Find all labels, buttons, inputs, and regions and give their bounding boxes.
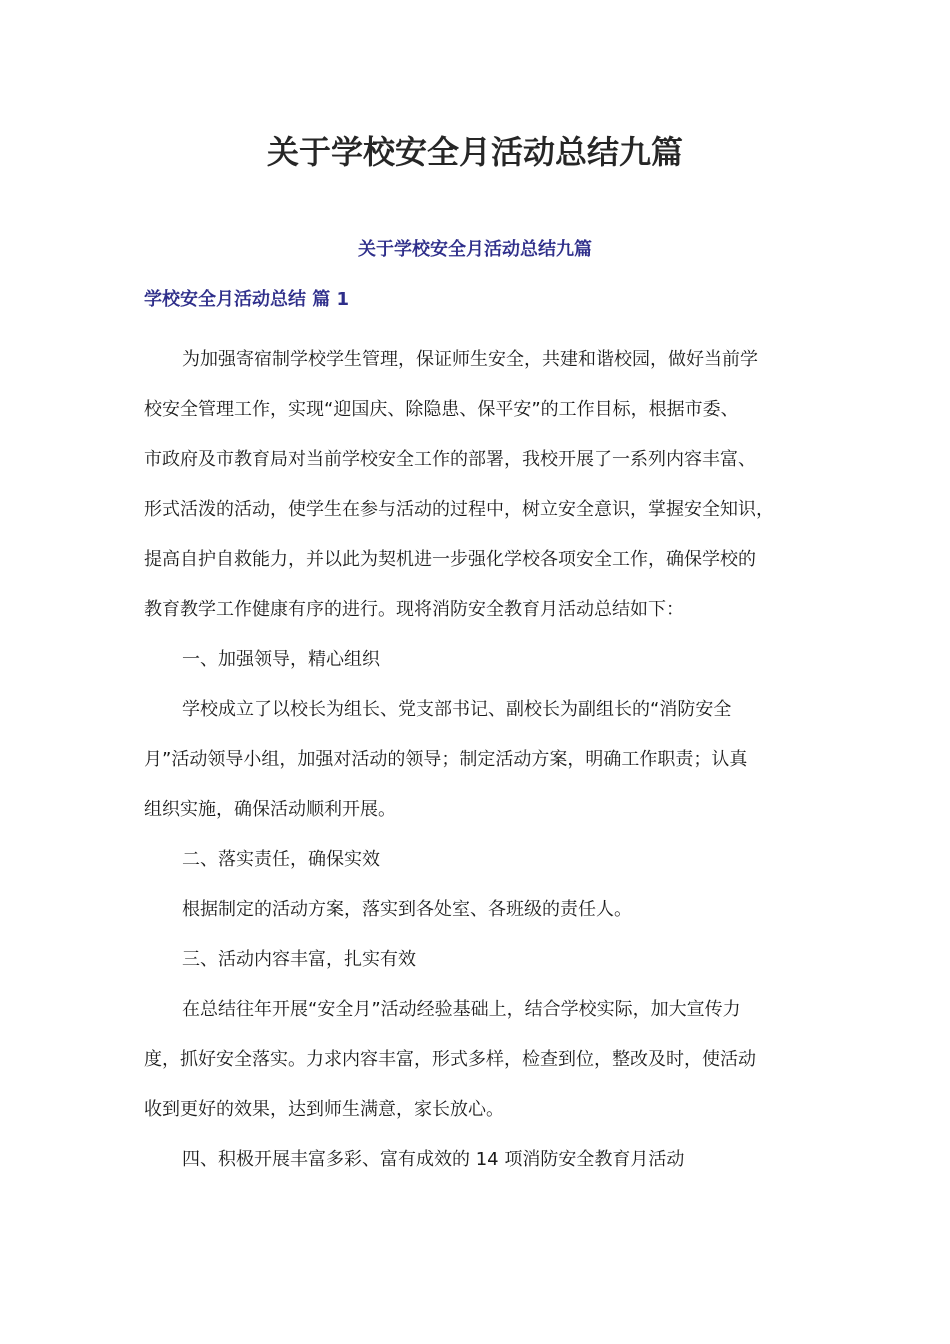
- text-line: 三、活动内容丰富，扎实有效: [182, 949, 416, 970]
- text-line: 形式活泼的活动，使学生在参与活动的过程中，树立安全意识，掌握安全知识，: [144, 499, 774, 520]
- paragraph: [144, 985, 812, 1135]
- heading-paragraph: [144, 935, 812, 985]
- text-line: 校安全管理工作，实现“迎国庆、除隐患、保平安”的工作目标，根据市委、: [144, 399, 739, 420]
- text-line: 一、加强领导，精心组织: [182, 649, 380, 670]
- paragraph: [144, 685, 812, 835]
- text-line: 在总结往年开展“安全月”活动经验基础上，结合学校实际，加大宣传力: [182, 999, 741, 1020]
- text-line: 提高自护自救能力，并以此为契机进一步强化学校各项安全工作，确保学校的: [144, 549, 756, 570]
- text-line: 月”活动领导小组，加强对活动的领导；制定活动方案，明确工作职责；认真: [144, 749, 748, 770]
- text-line: 学校成立了以校长为组长、党支部书记、副校长为副组长的“消防安全: [182, 699, 732, 720]
- text-line: 组织实施，确保活动顺利开展。: [144, 799, 396, 820]
- heading-paragraph: [144, 1135, 812, 1185]
- text-line: 市政府及市教育局对当前学校安全工作的部署，我校开展了一系列内容丰富、: [144, 449, 756, 470]
- document-body: [144, 335, 812, 1185]
- heading-paragraph: [144, 635, 812, 685]
- text-line: 四、积极开展丰富多彩、富有成效的 14 项消防安全教育月活动: [182, 1149, 685, 1170]
- text-line: 为加强寄宿制学校学生管理，保证师生安全，共建和谐校园，做好当前学: [182, 349, 758, 370]
- text-line: 收到更好的效果，达到师生满意，家长放心。: [144, 1099, 504, 1120]
- paragraph: [144, 335, 812, 635]
- heading-paragraph: [144, 835, 812, 885]
- document-title: 关于学校安全月活动总结九篇: [266, 133, 683, 171]
- section-title: 学校安全月活动总结 篇 1: [144, 289, 350, 310]
- document-subtitle: 关于学校安全月活动总结九篇: [358, 239, 592, 260]
- text-line: 二、落实责任，确保实效: [182, 849, 380, 870]
- text-line: 根据制定的活动方案，落实到各处室、各班级的责任人。: [182, 899, 632, 920]
- paragraph: [144, 885, 812, 935]
- text-line: 教育教学工作健康有序的进行。现将消防安全教育月活动总结如下：: [144, 599, 684, 620]
- text-line: 度，抓好安全落实。力求内容丰富，形式多样，检查到位，整改及时，使活动: [144, 1049, 756, 1070]
